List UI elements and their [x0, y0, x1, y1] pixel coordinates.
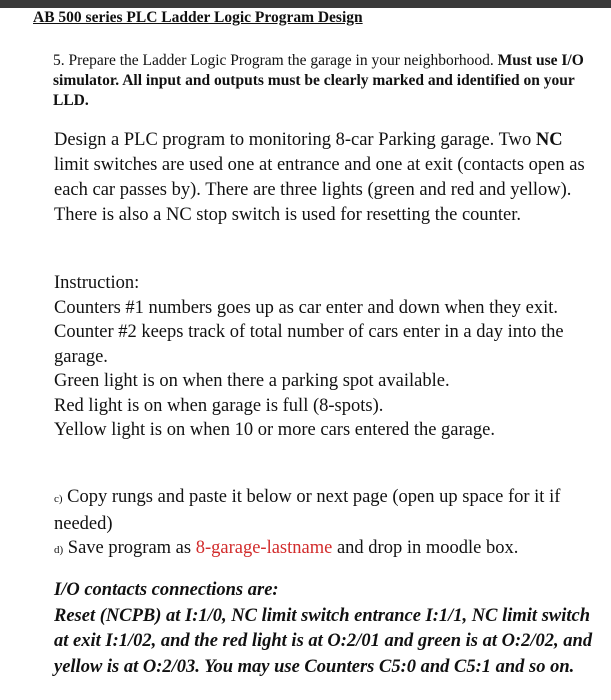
- top-bar: [0, 0, 611, 8]
- instruction-line: Yellow light is on when 10 or more cars entered the garage.: [54, 420, 495, 440]
- step-d-text-before: Save program as: [67, 538, 196, 558]
- step-c-label: c): [54, 493, 63, 505]
- instruction-line: Counters #1 numbers goes up as car enter and down when they exit.: [54, 297, 558, 318]
- design-text-part2: limit switches are used one at entrance and one at exit (contacts open as each car passes by). There are three lights (green and red and yellow). There is also a NC stop switch is used for resetting the counter.: [54, 155, 585, 225]
- step-d-filename: 8-garage-lastname: [195, 538, 333, 558]
- step-d-label: d): [54, 544, 64, 556]
- instruction-line: Green light is on when there a parking spot available.: [54, 371, 450, 391]
- steps-section: [54, 485, 599, 563]
- task-intro: 5. Prepare the Ladder Logic Program the garage in your neighborhood.: [53, 52, 494, 69]
- step-c-text: Copy rungs and paste it below or next page (open up space for it if needed): [54, 487, 561, 534]
- document-title: AB 500 series PLC Ladder Logic Program Design: [33, 9, 363, 26]
- instruction-section: [54, 271, 599, 443]
- instruction-line: Red light is on when garage is full (8-spots).: [54, 395, 384, 416]
- design-nc-bold: NC: [535, 130, 563, 150]
- design-paragraph: [54, 128, 594, 228]
- task-section: [53, 51, 593, 111]
- task-requirement: Must use I/O simulator. All input and outputs must be clearly marked and identified on your LLD.: [53, 52, 584, 109]
- instruction-heading: Instruction:: [54, 273, 140, 293]
- step-d-text-after: and drop in moodle box.: [332, 538, 519, 558]
- io-text: Reset (NCPB) at I:1/0, NC limit switch entrance I:1/1, NC limit switch at exit I:1/02, and the red light is at O:2/01 and green is at O:2/02, and yellow is at O:2/03. You may use Counters C5:0 and C5:1 and so on.: [54, 605, 593, 677]
- instruction-line: Counter #2 keeps track of total number of cars enter in a day into the garage.: [54, 322, 564, 367]
- step-c: [54, 485, 599, 536]
- step-d: [54, 536, 599, 563]
- io-heading: I/O contacts connections are:: [54, 580, 279, 600]
- io-section: [54, 578, 599, 680]
- design-text-part1: Design a PLC program to monitoring 8-car Parking garage. Two: [54, 130, 536, 150]
